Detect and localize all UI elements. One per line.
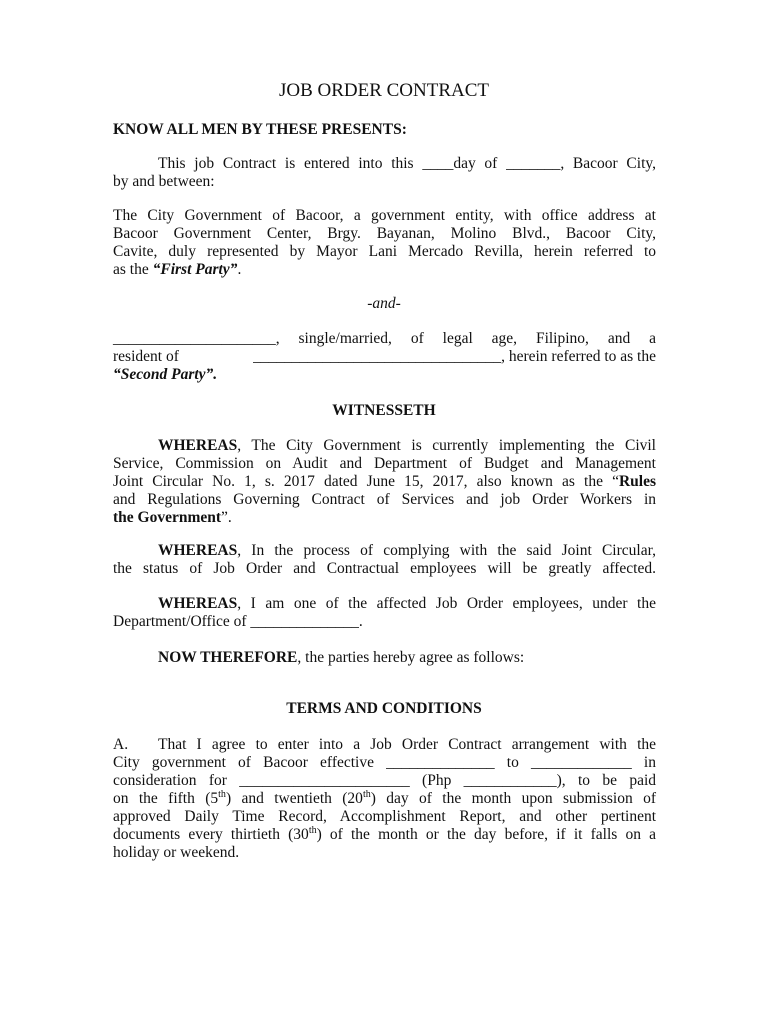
whereas-3-paragraph [113,595,656,631]
first-party-line-4-pre: as the [113,261,153,278]
whereas-2-line-1-text: , In the process of complying with the said Joint Circular, [237,542,656,559]
term-a-line-1 [113,736,656,754]
term-a-paragraph [113,736,656,862]
term-a-line-4-c: ) day of the month upon submission of [370,790,656,807]
second-party-resident-group [253,348,656,366]
term-a-label: A. [113,736,129,753]
second-party-line-2-post: , herein referred to as the [501,348,656,365]
term-a-sup-2: th [362,788,371,800]
now-therefore-line [113,649,656,667]
whereas-1-government-bold: the Government [113,509,222,526]
second-party-line-2 [113,348,656,366]
whereas-2-line-2: the status of Job Order and Contractual employees will be greatly affected. [113,560,656,577]
now-therefore-text: , the parties hereby agree as follows: [297,649,525,666]
document-title: JOB ORDER CONTRACT [278,80,490,101]
first-party-term: “First Party” [152,261,238,278]
whereas-1-head: WHEREAS [158,437,238,454]
whereas-1-line-4: and Regulations Governing Contract of Services and job Order Workers in [113,491,656,508]
whereas-2-paragraph [113,542,656,578]
whereas-1-line-5-post: ”. [221,509,232,526]
whereas-1-rules-bold: Rules [618,473,656,490]
second-party-paragraph [113,330,656,384]
term-a-line-5: approved Daily Time Record, Accomplishment Report, and other pertinent [113,808,656,825]
whereas-1-line-2: Service, Commission on Audit and Department of Budget and Management [113,455,656,472]
term-a-line-6 [113,826,656,844]
whereas-1-line-1 [113,437,656,455]
whereas-3-line-1-text: , I am one of the affected Job Order employees, under the [237,595,656,612]
second-party-name-blank: _____________________ [113,330,276,347]
whereas-1-line-5 [113,509,656,527]
second-party-line-1-text: , single/married, of legal age, Filipino, and a [275,330,656,347]
whereas-1-line-3-text: Joint Circular No. 1, s. 2017 dated June 15, 2017, also known as the “ [113,473,619,490]
first-party-line-2: Bacoor Government Center, Brgy. Bayanan, Molino Blvd., Bacoor City, [113,225,656,242]
intro-line-2: by and between: [113,173,215,190]
whereas-2-line-1 [113,542,656,560]
term-a-line-4-a: on the fifth (5 [113,790,219,807]
whereas-1-line-3 [113,473,656,491]
term-a-line-2: City government of Bacoor effective ______________ to _____________ in [113,754,656,771]
first-party-line-4-post: . [237,261,242,278]
second-party-line-1 [113,330,656,348]
now-therefore-paragraph [113,649,656,667]
first-party-line-3: Cavite, duly represented by Mayor Lani Mercado Revilla, herein referred to [113,243,656,260]
term-a-sup-3: th [308,824,317,836]
witnesseth-heading: WITNESSETH [332,402,436,419]
first-party-paragraph [113,207,656,279]
whereas-3-line-2: Department/Office of ______________. [113,613,363,630]
whereas-3-line-1 [113,595,656,613]
term-a-line-6-b: ) of the month or the day before, if it falls on a [316,826,656,843]
whereas-1-paragraph [113,437,656,527]
whereas-1-line-1-text: , The City Government is currently implementing the Civil [237,437,656,454]
intro-line-1: This job Contract is entered into this ____day of _______, Bacoor City, [158,155,656,172]
term-a-line-4 [113,790,656,808]
intro-paragraph [113,155,656,191]
term-a-sup-1: th [218,788,226,800]
second-party-term: “Second Party”. [113,366,218,383]
terms-heading: TERMS AND CONDITIONS [286,700,482,717]
know-all-heading: KNOW ALL MEN BY THESE PRESENTS: [113,121,407,138]
term-a-line-6-a: documents every thirtieth (30 [113,826,309,843]
first-party-line-1: The City Government of Bacoor, a government entity, with office address at [113,207,656,224]
whereas-2-head: WHEREAS [158,542,238,559]
term-a-line-4-b: ) and twentieth (20 [225,790,363,807]
now-therefore-head: NOW THEREFORE [158,649,298,666]
whereas-3-head: WHEREAS [158,595,238,612]
and-separator: -and- [367,295,401,312]
first-party-line-4 [113,261,656,279]
term-a-line-1-text: That I agree to enter into a Job Order Contract arrangement with the [158,736,656,753]
second-party-resident-blank: ________________________________ [253,348,502,365]
second-party-resident-label: resident of [113,348,179,365]
term-a-line-7: holiday or weekend. [113,844,240,861]
term-a-line-3: consideration for ______________________ (Php ____________), to be paid [113,772,656,789]
